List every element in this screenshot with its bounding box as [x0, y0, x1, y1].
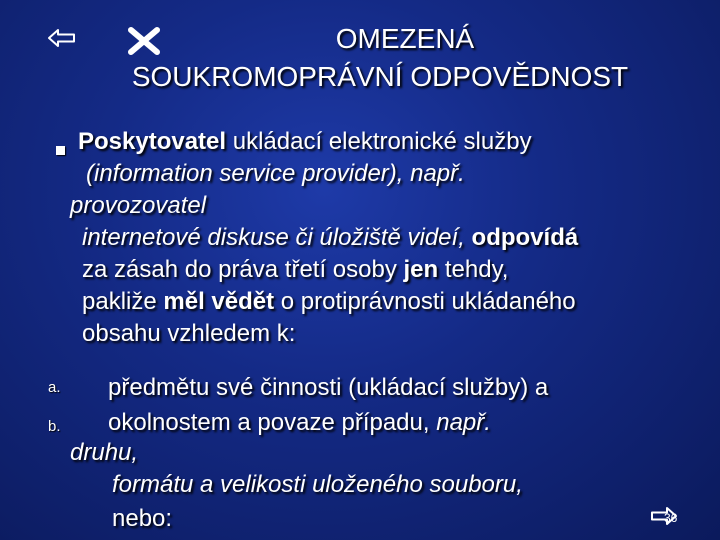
list-item-b-line-3: formátu a velikosti uloženého souboru,	[112, 471, 523, 498]
list-marker-a: a.	[48, 379, 61, 396]
line-5: za zásah do práva třetí osoby jen tehdy,	[82, 256, 509, 283]
page-number: 36	[664, 511, 678, 525]
list-marker-b: b.	[48, 418, 61, 435]
list-item-b: okolnostem a povaze případu, např.	[108, 409, 491, 436]
bullet-square-icon	[56, 146, 65, 155]
title-line-2: SOUKROMOPRÁVNÍ ODPOVĚDNOST	[131, 61, 629, 92]
slide-title	[60, 20, 700, 96]
bold-term: Poskytovatel	[78, 128, 227, 155]
title-line-1: OMEZENÁ	[335, 23, 475, 54]
line-2: (information service provider), např.	[86, 160, 465, 187]
line-7: obsahu vzhledem k:	[82, 320, 296, 347]
list-item-b-line-2: druhu,	[70, 439, 139, 466]
line-4: internetové diskuse či úložiště videí, odpovídá	[82, 224, 579, 251]
list-item-a: předmětu své činnosti (ukládací služby) a	[108, 374, 549, 401]
line-6: pakliže měl vědět o protiprávnosti ukládaného	[82, 288, 576, 315]
line-1: Poskytovatel ukládací elektronické služby	[78, 128, 532, 155]
list-item-b-line-4: nebo:	[112, 505, 173, 532]
line-3: provozovatel	[70, 192, 207, 219]
main-paragraph	[70, 126, 698, 350]
